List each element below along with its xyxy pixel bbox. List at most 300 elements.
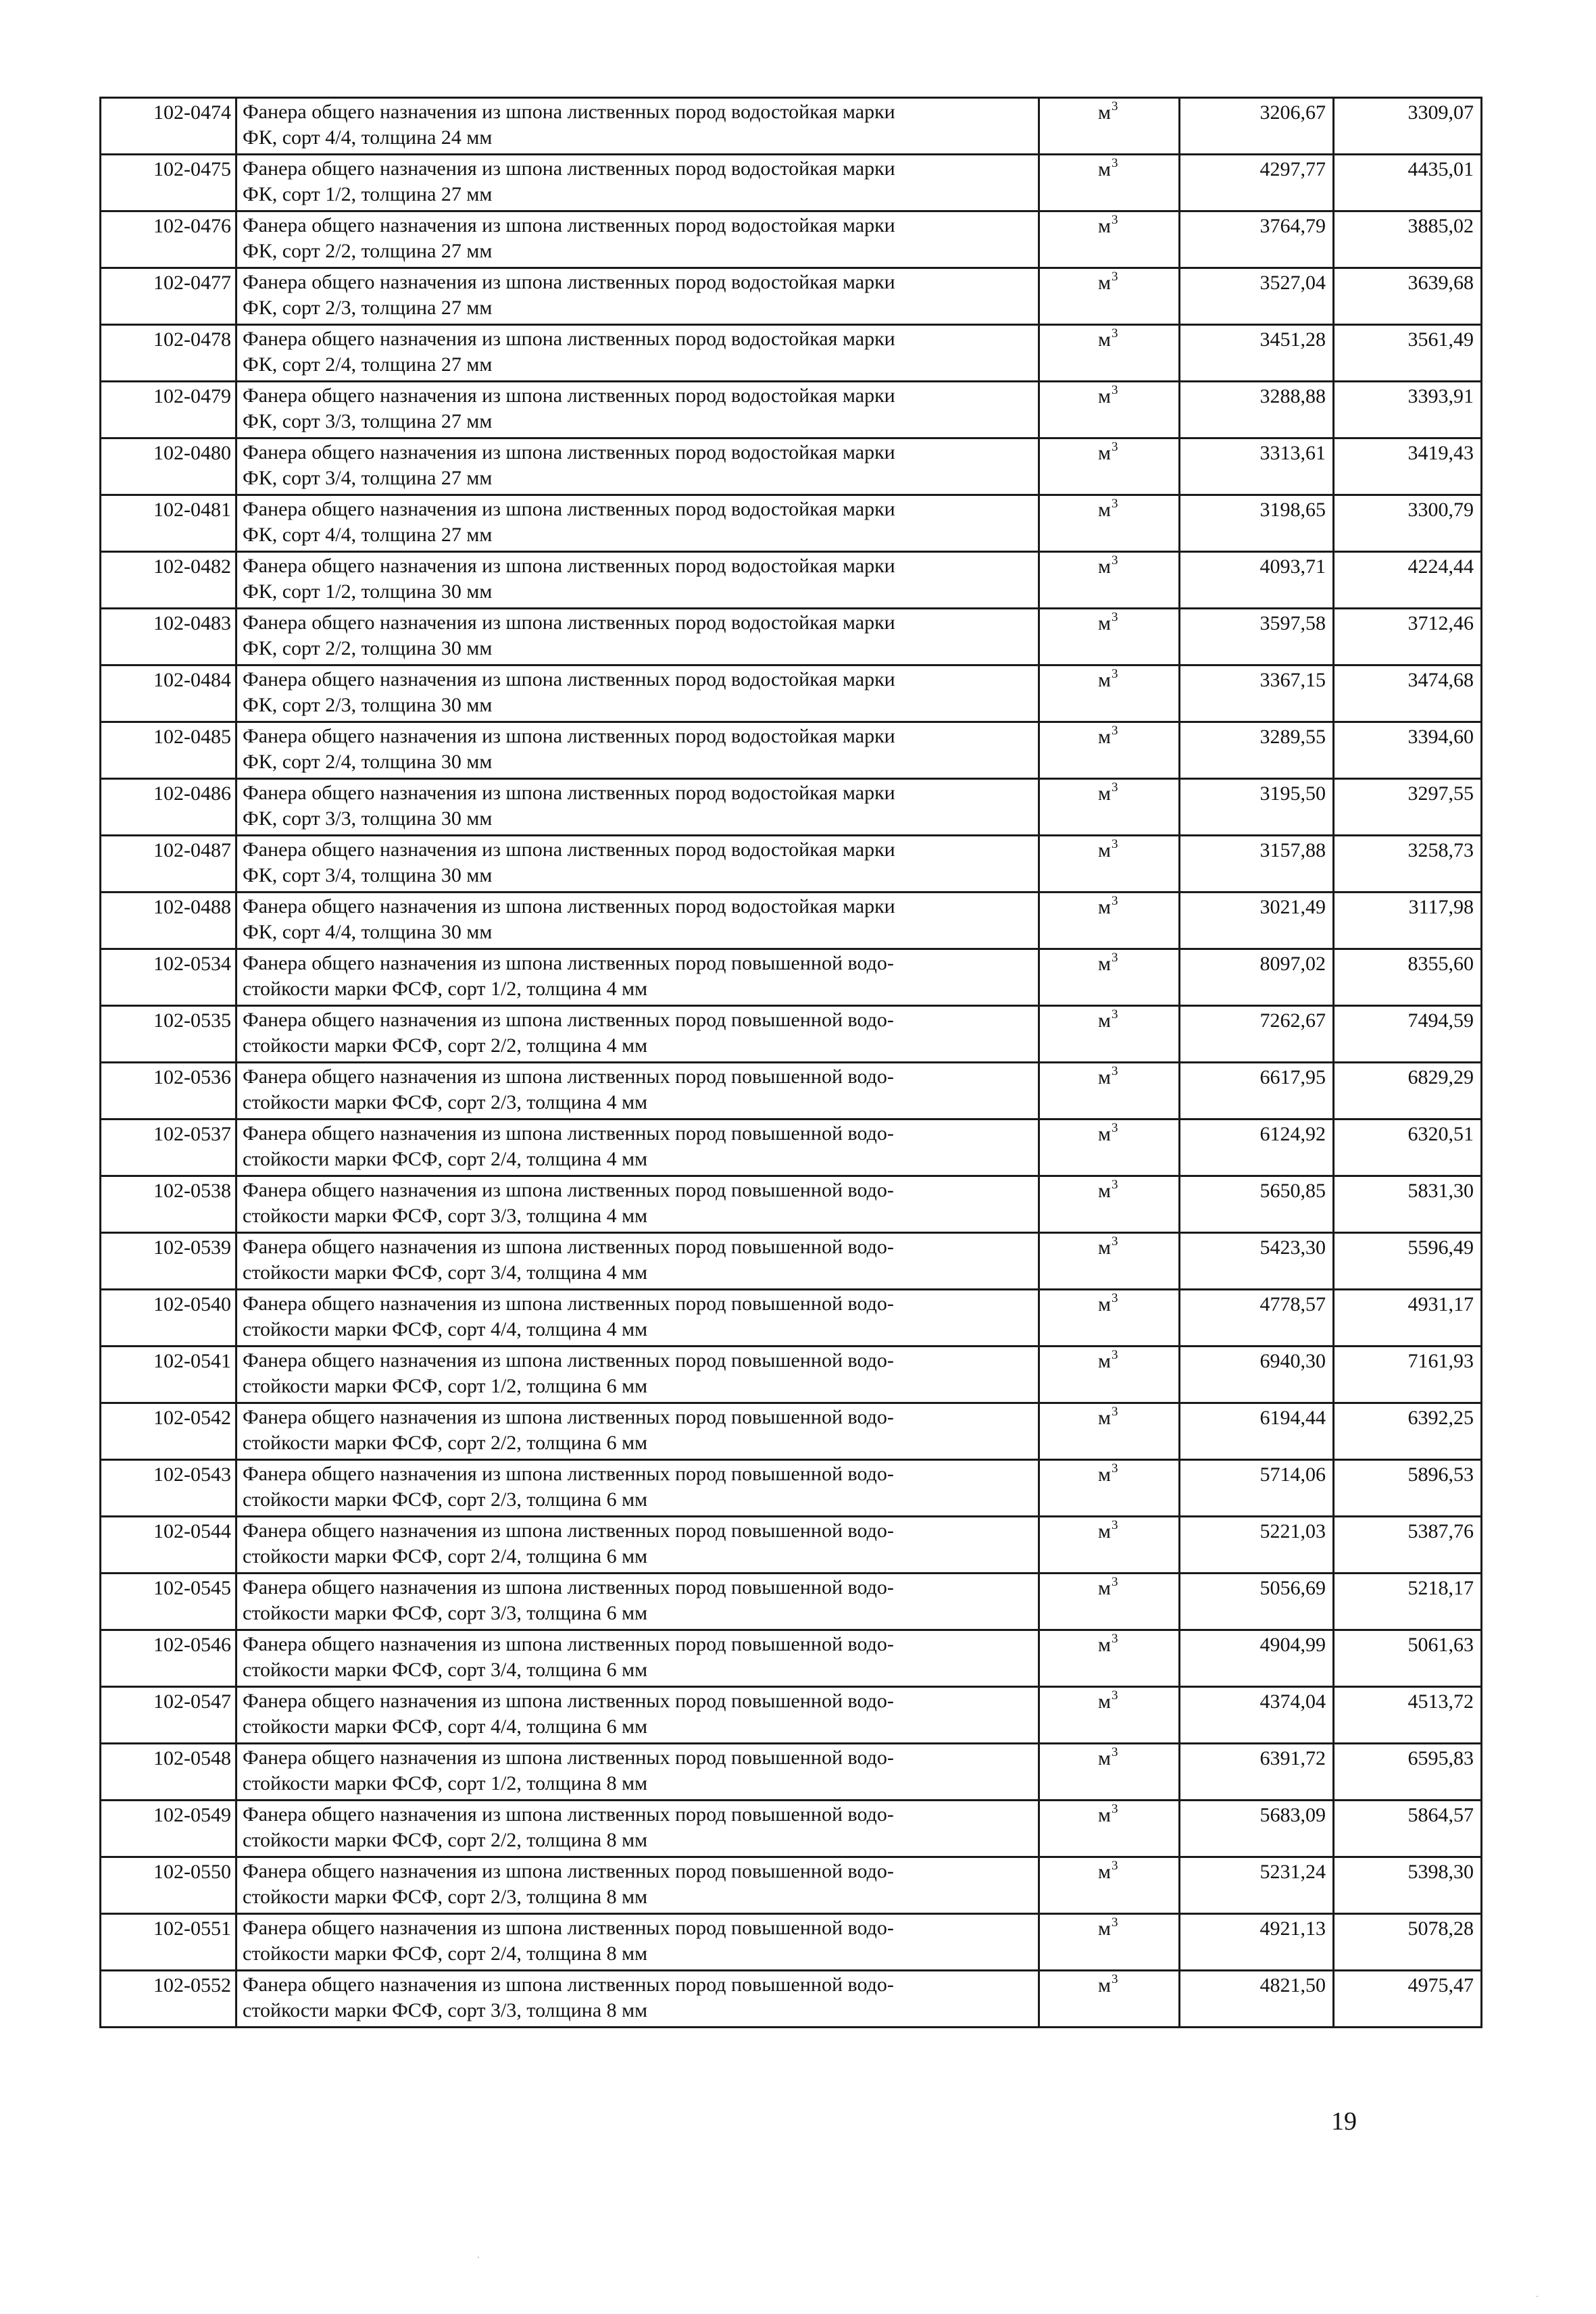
table-row — [101, 836, 1482, 892]
item-name-cell — [236, 779, 1039, 836]
price-cell-1: 3597,58 — [1180, 609, 1334, 665]
table-row — [101, 1574, 1482, 1630]
price-cell-2: 3561,49 — [1334, 325, 1482, 382]
unit-label: м — [1098, 726, 1111, 748]
unit-label: м — [1098, 1747, 1111, 1769]
item-code-cell: 102-0548 — [101, 1744, 236, 1801]
item-name-line-1: Фанера общего назначения из шпона лиственных пород водостойкая марки — [243, 895, 895, 917]
item-name-line-2: стойкости марки ФСФ, сорт 2/3, толщина 6 мм — [243, 1488, 648, 1511]
unit-exponent: 3 — [1111, 99, 1118, 114]
unit-label: м — [1098, 1293, 1111, 1315]
price-table — [99, 97, 1482, 2028]
table-row — [101, 1460, 1482, 1517]
item-name-line-2: ФК, сорт 4/4, толщина 30 мм — [243, 921, 493, 943]
item-name-line-1: Фанера общего назначения из шпона лиственных пород повышенной водо- — [243, 1917, 894, 1939]
scan-speck — [478, 2257, 479, 2258]
price-cell-2: 4513,72 — [1334, 1687, 1482, 1744]
price-cell-1: 8097,02 — [1180, 949, 1334, 1006]
unit-cell — [1039, 1914, 1180, 1971]
item-name-line-2: стойкости марки ФСФ, сорт 2/3, толщина 4 мм — [243, 1091, 648, 1113]
item-name-line-2: ФК, сорт 3/3, толщина 30 мм — [243, 807, 493, 830]
table-row — [101, 779, 1482, 836]
item-name-line-1: Фанера общего назначения из шпона лиственных пород водостойкая марки — [243, 498, 895, 520]
item-name-line-1: Фанера общего назначения из шпона лиственных пород водостойкая марки — [243, 611, 895, 634]
unit-exponent: 3 — [1111, 1688, 1118, 1703]
item-name-cell — [236, 155, 1039, 211]
price-cell-1: 5231,24 — [1180, 1857, 1334, 1914]
item-name-cell — [236, 1914, 1039, 1971]
unit-label: м — [1098, 499, 1111, 521]
unit-cell — [1039, 1971, 1180, 2028]
item-name-cell — [236, 98, 1039, 155]
price-cell-1: 3021,49 — [1180, 892, 1334, 949]
item-name-line-1: Фанера общего назначения из шпона лиственных пород водостойкая марки — [243, 838, 895, 861]
table-row — [101, 665, 1482, 722]
item-name-cell — [236, 382, 1039, 438]
unit-exponent: 3 — [1111, 951, 1118, 965]
unit-label: м — [1098, 442, 1111, 464]
table-row — [101, 949, 1482, 1006]
item-name-line-1: Фанера общего назначения из шпона лиственных пород повышенной водо- — [243, 1292, 894, 1315]
table-row — [101, 1801, 1482, 1857]
table-row — [101, 268, 1482, 325]
item-name-line-2: стойкости марки ФСФ, сорт 2/3, толщина 8 мм — [243, 1886, 648, 1908]
unit-exponent: 3 — [1111, 553, 1118, 568]
price-cell-2: 3297,55 — [1334, 779, 1482, 836]
item-name-cell — [236, 609, 1039, 665]
item-name-line-2: ФК, сорт 2/2, толщина 27 мм — [243, 240, 493, 262]
item-code-cell: 102-0538 — [101, 1176, 236, 1233]
unit-label: м — [1098, 1690, 1111, 1713]
item-code-cell: 102-0475 — [101, 155, 236, 211]
price-cell-1: 6617,95 — [1180, 1063, 1334, 1120]
unit-cell — [1039, 1744, 1180, 1801]
item-code-cell: 102-0549 — [101, 1801, 236, 1857]
price-cell-1: 4093,71 — [1180, 552, 1334, 609]
unit-exponent: 3 — [1111, 270, 1118, 284]
price-cell-1: 5650,85 — [1180, 1176, 1334, 1233]
item-name-line-2: стойкости марки ФСФ, сорт 1/2, толщина 6 мм — [243, 1375, 648, 1397]
table-row — [101, 1063, 1482, 1120]
item-name-cell — [236, 211, 1039, 268]
unit-cell — [1039, 1460, 1180, 1517]
unit-exponent: 3 — [1111, 724, 1118, 738]
unit-cell — [1039, 438, 1180, 495]
unit-label: м — [1098, 782, 1111, 805]
item-name-line-2: ФК, сорт 3/4, толщина 30 мм — [243, 864, 493, 886]
item-name-line-2: стойкости марки ФСФ, сорт 3/3, толщина 4 мм — [243, 1205, 648, 1227]
item-name-cell — [236, 325, 1039, 382]
item-name-line-1: Фанера общего назначения из шпона лиственных пород повышенной водо- — [243, 1122, 894, 1145]
item-name-cell — [236, 1176, 1039, 1233]
price-cell-2: 5061,63 — [1334, 1630, 1482, 1687]
item-name-line-2: стойкости марки ФСФ, сорт 1/2, толщина 8 мм — [243, 1772, 648, 1794]
item-name-line-1: Фанера общего назначения из шпона лиственных пород водостойкая марки — [243, 725, 895, 747]
table-row — [101, 211, 1482, 268]
price-cell-1: 5056,69 — [1180, 1574, 1334, 1630]
item-name-line-1: Фанера общего назначения из шпона лиственных пород повышенной водо- — [243, 1690, 894, 1712]
item-name-line-2: ФК, сорт 1/2, толщина 27 мм — [243, 183, 493, 205]
unit-exponent: 3 — [1111, 1575, 1118, 1589]
unit-label: м — [1098, 1917, 1111, 1940]
item-code-cell: 102-0477 — [101, 268, 236, 325]
table-row — [101, 722, 1482, 779]
item-code-cell: 102-0484 — [101, 665, 236, 722]
unit-label: м — [1098, 215, 1111, 237]
price-cell-1: 5221,03 — [1180, 1517, 1334, 1574]
item-name-line-2: стойкости марки ФСФ, сорт 4/4, толщина 4 мм — [243, 1318, 648, 1340]
price-cell-2: 3300,79 — [1334, 495, 1482, 552]
price-cell-1: 3195,50 — [1180, 779, 1334, 836]
item-code-cell: 102-0546 — [101, 1630, 236, 1687]
unit-label: м — [1098, 1180, 1111, 1202]
item-name-cell — [236, 1517, 1039, 1574]
item-code-cell: 102-0486 — [101, 779, 236, 836]
table-row — [101, 438, 1482, 495]
unit-cell — [1039, 1290, 1180, 1347]
unit-cell — [1039, 325, 1180, 382]
unit-cell — [1039, 779, 1180, 836]
table-row — [101, 1857, 1482, 1914]
table-row — [101, 1290, 1482, 1347]
price-cell-1: 3527,04 — [1180, 268, 1334, 325]
unit-exponent: 3 — [1111, 1234, 1118, 1249]
price-cell-1: 3157,88 — [1180, 836, 1334, 892]
item-name-line-2: стойкости марки ФСФ, сорт 2/4, толщина 4 мм — [243, 1148, 648, 1170]
unit-exponent: 3 — [1111, 326, 1118, 341]
table-row — [101, 892, 1482, 949]
table-row — [101, 495, 1482, 552]
unit-cell — [1039, 1063, 1180, 1120]
unit-label: м — [1098, 1066, 1111, 1088]
unit-exponent: 3 — [1111, 440, 1118, 454]
item-code-cell: 102-0540 — [101, 1290, 236, 1347]
item-name-line-1: Фанера общего назначения из шпона лиственных пород водостойкая марки — [243, 782, 895, 804]
price-cell-1: 3198,65 — [1180, 495, 1334, 552]
unit-cell — [1039, 892, 1180, 949]
unit-exponent: 3 — [1111, 1972, 1118, 1986]
unit-exponent: 3 — [1111, 610, 1118, 624]
item-name-cell — [236, 1687, 1039, 1744]
page-number: 19 — [1331, 2107, 1357, 2136]
unit-cell — [1039, 836, 1180, 892]
item-name-line-2: ФК, сорт 3/4, толщина 27 мм — [243, 467, 493, 489]
price-cell-2: 4435,01 — [1334, 155, 1482, 211]
item-name-line-1: Фанера общего назначения из шпона лиственных пород повышенной водо- — [243, 1633, 894, 1655]
table-row — [101, 1006, 1482, 1063]
unit-exponent: 3 — [1111, 1859, 1118, 1873]
unit-label: м — [1098, 1407, 1111, 1429]
table-row — [101, 1176, 1482, 1233]
unit-exponent: 3 — [1111, 1802, 1118, 1816]
item-name-line-1: Фанера общего назначения из шпона лиственных пород повышенной водо- — [243, 1463, 894, 1485]
price-cell-2: 7161,93 — [1334, 1347, 1482, 1403]
item-name-line-2: ФК, сорт 2/2, толщина 30 мм — [243, 637, 493, 659]
item-name-line-2: стойкости марки ФСФ, сорт 3/4, толщина 4 мм — [243, 1261, 648, 1284]
price-cell-2: 5387,76 — [1334, 1517, 1482, 1574]
table-row — [101, 155, 1482, 211]
price-cell-1: 3764,79 — [1180, 211, 1334, 268]
unit-label: м — [1098, 1861, 1111, 1883]
unit-exponent: 3 — [1111, 1915, 1118, 1930]
item-code-cell: 102-0544 — [101, 1517, 236, 1574]
price-cell-2: 3393,91 — [1334, 382, 1482, 438]
item-code-cell: 102-0547 — [101, 1687, 236, 1744]
price-cell-2: 5896,53 — [1334, 1460, 1482, 1517]
item-name-line-1: Фанера общего назначения из шпона лиственных пород повышенной водо- — [243, 1746, 894, 1769]
unit-cell — [1039, 1403, 1180, 1460]
unit-cell — [1039, 722, 1180, 779]
price-cell-1: 3451,28 — [1180, 325, 1334, 382]
item-name-cell — [236, 495, 1039, 552]
unit-cell — [1039, 949, 1180, 1006]
item-name-line-1: Фанера общего назначения из шпона лиственных пород повышенной водо- — [243, 952, 894, 974]
unit-exponent: 3 — [1111, 1518, 1118, 1532]
item-name-line-1: Фанера общего назначения из шпона лиственных пород повышенной водо- — [243, 1065, 894, 1088]
item-code-cell: 102-0543 — [101, 1460, 236, 1517]
price-cell-2: 4224,44 — [1334, 552, 1482, 609]
unit-exponent: 3 — [1111, 837, 1118, 851]
unit-label: м — [1098, 1804, 1111, 1826]
unit-exponent: 3 — [1111, 497, 1118, 511]
unit-cell — [1039, 98, 1180, 155]
price-cell-2: 6829,29 — [1334, 1063, 1482, 1120]
item-name-line-1: Фанера общего назначения из шпона лиственных пород водостойкая марки — [243, 214, 895, 236]
price-cell-2: 3117,98 — [1334, 892, 1482, 949]
item-code-cell: 102-0545 — [101, 1574, 236, 1630]
price-cell-1: 5683,09 — [1180, 1801, 1334, 1857]
unit-label: м — [1098, 385, 1111, 407]
price-cell-2: 6595,83 — [1334, 1744, 1482, 1801]
item-name-line-2: ФК, сорт 2/3, толщина 27 мм — [243, 297, 493, 319]
table-row — [101, 609, 1482, 665]
price-cell-2: 3885,02 — [1334, 211, 1482, 268]
item-code-cell: 102-0537 — [101, 1120, 236, 1176]
unit-exponent: 3 — [1111, 1461, 1118, 1476]
unit-cell — [1039, 552, 1180, 609]
price-table-body — [101, 98, 1482, 2028]
price-cell-1: 6194,44 — [1180, 1403, 1334, 1460]
unit-cell — [1039, 1347, 1180, 1403]
item-name-cell — [236, 1630, 1039, 1687]
item-code-cell: 102-0550 — [101, 1857, 236, 1914]
item-code-cell: 102-0474 — [101, 98, 236, 155]
item-name-cell — [236, 1233, 1039, 1290]
unit-exponent: 3 — [1111, 1405, 1118, 1419]
unit-cell — [1039, 665, 1180, 722]
item-name-cell — [236, 892, 1039, 949]
table-row — [101, 1347, 1482, 1403]
price-cell-2: 5218,17 — [1334, 1574, 1482, 1630]
price-cell-2: 5864,57 — [1334, 1801, 1482, 1857]
unit-label: м — [1098, 1350, 1111, 1372]
item-name-line-1: Фанера общего назначения из шпона лиственных пород повышенной водо- — [243, 1860, 894, 1882]
unit-label: м — [1098, 1634, 1111, 1656]
table-row — [101, 552, 1482, 609]
item-name-cell — [236, 1460, 1039, 1517]
unit-exponent: 3 — [1111, 383, 1118, 397]
unit-cell — [1039, 1176, 1180, 1233]
item-name-line-1: Фанера общего назначения из шпона лиственных пород повышенной водо- — [243, 1803, 894, 1826]
unit-exponent: 3 — [1111, 1291, 1118, 1305]
price-cell-2: 5596,49 — [1334, 1233, 1482, 1290]
price-cell-2: 5078,28 — [1334, 1914, 1482, 1971]
item-code-cell: 102-0476 — [101, 211, 236, 268]
price-cell-2: 3712,46 — [1334, 609, 1482, 665]
item-code-cell: 102-0541 — [101, 1347, 236, 1403]
item-code-cell: 102-0551 — [101, 1914, 236, 1971]
unit-label: м — [1098, 272, 1111, 294]
item-name-cell — [236, 665, 1039, 722]
unit-exponent: 3 — [1111, 1178, 1118, 1192]
table-row — [101, 382, 1482, 438]
price-cell-2: 3309,07 — [1334, 98, 1482, 155]
unit-label: м — [1098, 1463, 1111, 1486]
table-row — [101, 1517, 1482, 1574]
item-name-line-2: ФК, сорт 2/4, толщина 27 мм — [243, 353, 493, 376]
unit-cell — [1039, 382, 1180, 438]
unit-label: м — [1098, 669, 1111, 691]
unit-exponent: 3 — [1111, 213, 1118, 227]
price-cell-1: 3206,67 — [1180, 98, 1334, 155]
item-name-line-1: Фанера общего назначения из шпона лиственных пород повышенной водо- — [243, 1973, 894, 1996]
unit-exponent: 3 — [1111, 1348, 1118, 1362]
unit-cell — [1039, 211, 1180, 268]
scan-speck — [1537, 2296, 1538, 2297]
price-cell-1: 4297,77 — [1180, 155, 1334, 211]
item-name-line-1: Фанера общего назначения из шпона лиственных пород водостойкая марки — [243, 328, 895, 350]
item-name-cell — [236, 1857, 1039, 1914]
price-cell-2: 3474,68 — [1334, 665, 1482, 722]
table-row — [101, 98, 1482, 155]
unit-cell — [1039, 1233, 1180, 1290]
unit-cell — [1039, 1801, 1180, 1857]
table-row — [101, 1914, 1482, 1971]
item-name-line-1: Фанера общего назначения из шпона лиственных пород водостойкая марки — [243, 384, 895, 407]
item-name-line-1: Фанера общего назначения из шпона лиственных пород водостойкая марки — [243, 555, 895, 577]
price-cell-1: 5423,30 — [1180, 1233, 1334, 1290]
price-cell-1: 3313,61 — [1180, 438, 1334, 495]
item-code-cell: 102-0488 — [101, 892, 236, 949]
table-row — [101, 1630, 1482, 1687]
unit-label: м — [1098, 1236, 1111, 1259]
item-name-line-2: ФК, сорт 4/4, толщина 27 мм — [243, 524, 493, 546]
price-cell-1: 6124,92 — [1180, 1120, 1334, 1176]
item-code-cell: 102-0482 — [101, 552, 236, 609]
item-code-cell: 102-0480 — [101, 438, 236, 495]
item-name-line-2: стойкости марки ФСФ, сорт 3/3, толщина 6 мм — [243, 1602, 648, 1624]
item-name-line-2: стойкости марки ФСФ, сорт 3/4, толщина 6 мм — [243, 1659, 648, 1681]
price-cell-1: 7262,67 — [1180, 1006, 1334, 1063]
unit-label: м — [1098, 1520, 1111, 1542]
item-name-cell — [236, 438, 1039, 495]
price-cell-1: 5714,06 — [1180, 1460, 1334, 1517]
table-row — [101, 325, 1482, 382]
price-cell-1: 6940,30 — [1180, 1347, 1334, 1403]
price-cell-1: 4821,50 — [1180, 1971, 1334, 2028]
price-cell-1: 4374,04 — [1180, 1687, 1334, 1744]
item-name-line-1: Фанера общего назначения из шпона лиственных пород водостойкая марки — [243, 441, 895, 463]
item-name-cell — [236, 1347, 1039, 1403]
price-cell-2: 4931,17 — [1334, 1290, 1482, 1347]
unit-label: м — [1098, 896, 1111, 918]
unit-label: м — [1098, 1123, 1111, 1145]
item-code-cell: 102-0485 — [101, 722, 236, 779]
item-code-cell: 102-0479 — [101, 382, 236, 438]
item-name-cell — [236, 1120, 1039, 1176]
unit-exponent: 3 — [1111, 780, 1118, 795]
unit-label: м — [1098, 1974, 1111, 1996]
item-name-line-1: Фанера общего назначения из шпона лиственных пород повышенной водо- — [243, 1406, 894, 1428]
item-name-cell — [236, 722, 1039, 779]
unit-exponent: 3 — [1111, 1745, 1118, 1759]
price-cell-1: 4921,13 — [1180, 1914, 1334, 1971]
item-name-line-1: Фанера общего назначения из шпона лиственных пород повышенной водо- — [243, 1236, 894, 1258]
unit-cell — [1039, 609, 1180, 665]
price-cell-2: 5831,30 — [1334, 1176, 1482, 1233]
item-name-cell — [236, 1744, 1039, 1801]
item-name-line-1: Фанера общего назначения из шпона лиственных пород водостойкая марки — [243, 101, 895, 123]
price-cell-2: 3639,68 — [1334, 268, 1482, 325]
unit-exponent: 3 — [1111, 894, 1118, 908]
price-cell-1: 6391,72 — [1180, 1744, 1334, 1801]
item-code-cell: 102-0478 — [101, 325, 236, 382]
item-name-line-1: Фанера общего назначения из шпона лиственных пород водостойкая марки — [243, 271, 895, 293]
price-cell-2: 5398,30 — [1334, 1857, 1482, 1914]
item-name-cell — [236, 1574, 1039, 1630]
item-name-cell — [236, 1971, 1039, 2028]
item-name-line-2: стойкости марки ФСФ, сорт 2/4, толщина 8 мм — [243, 1942, 648, 1965]
item-name-cell — [236, 552, 1039, 609]
price-cell-2: 3258,73 — [1334, 836, 1482, 892]
item-name-line-2: стойкости марки ФСФ, сорт 3/3, толщина 8 мм — [243, 1999, 648, 2021]
item-name-cell — [236, 1063, 1039, 1120]
item-name-line-1: Фанера общего назначения из шпона лиственных пород водостойкая марки — [243, 157, 895, 180]
unit-label: м — [1098, 158, 1111, 180]
unit-cell — [1039, 1006, 1180, 1063]
price-cell-2: 6392,25 — [1334, 1403, 1482, 1460]
item-name-line-1: Фанера общего назначения из шпона лиственных пород повышенной водо- — [243, 1009, 894, 1031]
price-cell-2: 7494,59 — [1334, 1006, 1482, 1063]
item-name-cell — [236, 268, 1039, 325]
item-name-cell — [236, 1403, 1039, 1460]
item-name-cell — [236, 1801, 1039, 1857]
unit-label: м — [1098, 328, 1111, 351]
item-name-cell — [236, 949, 1039, 1006]
item-name-line-2: ФК, сорт 4/4, толщина 24 мм — [243, 126, 493, 149]
unit-cell — [1039, 495, 1180, 552]
unit-cell — [1039, 1857, 1180, 1914]
unit-cell — [1039, 155, 1180, 211]
unit-exponent: 3 — [1111, 1007, 1118, 1022]
item-name-line-1: Фанера общего назначения из шпона лиственных пород повышенной водо- — [243, 1179, 894, 1201]
price-cell-2: 3419,43 — [1334, 438, 1482, 495]
unit-exponent: 3 — [1111, 156, 1118, 170]
unit-cell — [1039, 1574, 1180, 1630]
unit-label: м — [1098, 555, 1111, 578]
price-cell-2: 6320,51 — [1334, 1120, 1482, 1176]
item-name-line-2: стойкости марки ФСФ, сорт 4/4, толщина 6 мм — [243, 1715, 648, 1738]
item-name-line-2: стойкости марки ФСФ, сорт 1/2, толщина 4 мм — [243, 978, 648, 1000]
table-row — [101, 1233, 1482, 1290]
item-name-cell — [236, 836, 1039, 892]
price-cell-1: 3367,15 — [1180, 665, 1334, 722]
item-code-cell: 102-0539 — [101, 1233, 236, 1290]
item-code-cell: 102-0487 — [101, 836, 236, 892]
table-row — [101, 1403, 1482, 1460]
table-row — [101, 1687, 1482, 1744]
item-code-cell: 102-0481 — [101, 495, 236, 552]
